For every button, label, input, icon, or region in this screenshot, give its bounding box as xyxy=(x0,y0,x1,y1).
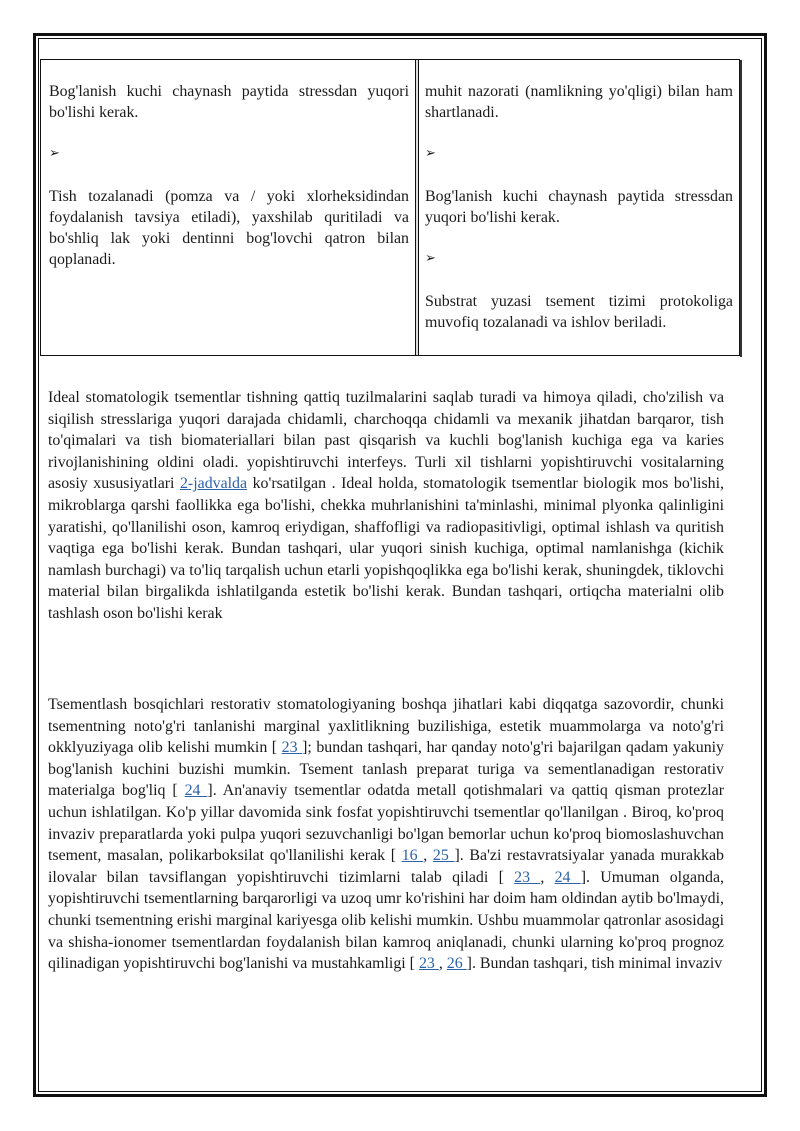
paragraph-text: , xyxy=(423,847,433,865)
paragraph-text: ]. Ba'zi restavratsiyalar yanada murakkab ilovalar bilan tavsiflangan yopishtiruvchi tizimlarni talab qiladi [ xyxy=(48,847,724,886)
citation-link[interactable]: 23 xyxy=(514,868,541,886)
citation-link[interactable]: 23 xyxy=(281,739,303,757)
cell-text: muhit nazorati (namlikning yo'qligi) bilan ham shartlanadi. xyxy=(425,83,733,121)
arrow-bullet-icon: ➢ xyxy=(425,251,436,266)
cell-text: Bog'lanish kuchi chaynash paytida stressdan yuqori bo'lishi kerak. xyxy=(49,83,409,121)
paragraph-text: ]. An'anaviy tsementlar odatda metall qotishmalari va qattiq qisman protezlar uchun ishlatilgan. Ko'p yillar davomida sink fosfat yopishtiruvchi tsementlar qo'llanilgan . Biroq, ko'proq invaziv preparatlarda yoki pulpa yuqori sezuvchanligi bo'lgan bemorlar uchun ko'proq biomoslashuvchan tsement, masalan, polikarboksilat qo'llanilishi kerak [ xyxy=(48,782,724,865)
paragraph-text: , xyxy=(540,868,555,886)
paragraph-text: ]. Umuman olganda, yopishtiruvchi tsementlarning barqarorligi va uzoq umr ko'rishini har doim ham oldindan aytib bo'lmaydi, chunki tsementning erishi marginal kariyesga olib kelishi mumkin. Ushbu muammolar qatronlar asosidagi va shisha-ionomer tsementlardan foydalanish bilan kamroq aniqlanadi, chunki ularning ko'proq prognoz qilinadigan yopishtiruvchi bog'lanishi va mustahkamligi [ xyxy=(48,868,724,973)
arrow-bullet-icon: ➢ xyxy=(425,146,436,161)
cell-text: Tish tozalanadi (pomza va / yoki xlorheksidindan foydalanish tavsiya etiladi), yaxshilab quritiladi va bo'shliq lak yoki dentinni bog'lovchi qatron bilan qoplanadi. xyxy=(49,188,409,268)
citation-link[interactable]: 24 xyxy=(184,782,208,800)
paragraph-text: ]; bundan tashqari, har qanday noto'g'ri bajarilgan qadam yakuniy bog'lanish kuchini buzishi mumkin. Tsement tanlash preparat turiga va sementlanadigan restorativ materialga bog'liq [ xyxy=(48,739,725,800)
body-paragraph xyxy=(48,387,724,625)
cell-text: Bog'lanish kuchi chaynash paytida stressdan yuqori bo'lishi kerak. xyxy=(425,188,733,226)
paragraph-text: , xyxy=(438,955,447,973)
table-cell-left xyxy=(41,60,416,355)
table-shadow xyxy=(740,60,742,357)
citation-link[interactable]: 26 xyxy=(446,955,467,973)
paragraph-text: Tsementlash bosqichlari restorativ stomatologiyaning boshqa jihatlari kabi diqqatga sazovordir, chunki tsementning noto'g'ri tanlanishi marginal yaxlitlikning buzilishiga, estetik muammolarga va noto'g'ri okklyuziyaga olib kelishi mumkin [ xyxy=(48,696,724,757)
citation-link[interactable]: 23 xyxy=(418,955,439,973)
paragraph-text: ]. Bundan tashqari, tish minimal invaziv xyxy=(466,955,723,973)
cell-text: Substrat yuzasi tsement tizimi protokoliga muvofiq tozalanadi va ishlov beriladi. xyxy=(425,293,733,331)
arrow-bullet-icon: ➢ xyxy=(49,146,60,161)
paragraph-text: ko'rsatilgan . Ideal holda, stomatologik tsementlar biologik mos bo'lishi, mikroblarga qarshi faollikka ega bo'lishi, chekka muhrlanishini ta'minlashi, minimal plyonka qalinligini yaratishi, qo'llanilishi oson, kamroq eriydigan, shaffofligi va radiopasitivligi, optimal ishlash va quritish vaqtiga ega bo'lishi kerak. Bundan tashqari, ular yuqori sinish kuchiga, optimal namlanishga (kichik namlash burchagi) va to'liq tarqalish uchun etarli yopishqoqlikka ega bo'lishi kerak, shuningdek, tiklovchi material bilan birgalikda ishlatilganda estetik bo'lishi kerak. Bundan tashqari, ortiqcha materialni olib tashlash oson bo'lishi kerak xyxy=(48,475,724,622)
citation-link[interactable]: 16 xyxy=(401,847,424,865)
criteria-table xyxy=(40,59,740,356)
table-cell-right xyxy=(419,60,739,355)
table-reference-link[interactable]: 2-jadvalda xyxy=(179,475,248,493)
citation-link[interactable]: 25 xyxy=(432,847,455,865)
citation-link[interactable]: 24 xyxy=(554,868,581,886)
body-paragraph xyxy=(48,694,724,975)
paragraph-text: Ideal stomatologik tsementlar tishning qattiq tuzilmalarini saqlab turadi va himoya qiladi, cho'zilish va siqilish stresslariga yuqori darajada chidamli, charchoqqa chidamli va mexanik jihatdan barqaror, tish to'qimalari va tish biomateriallari bilan past qisqarish va kuchli bog'lanish kuchiga ega va karies rivojlanishining oldini oladi. yopishtiruvchi interfeys. Turli xil tishlarni yopishtiruvchi vositalarning asosiy xususiyatlari xyxy=(48,389,724,493)
